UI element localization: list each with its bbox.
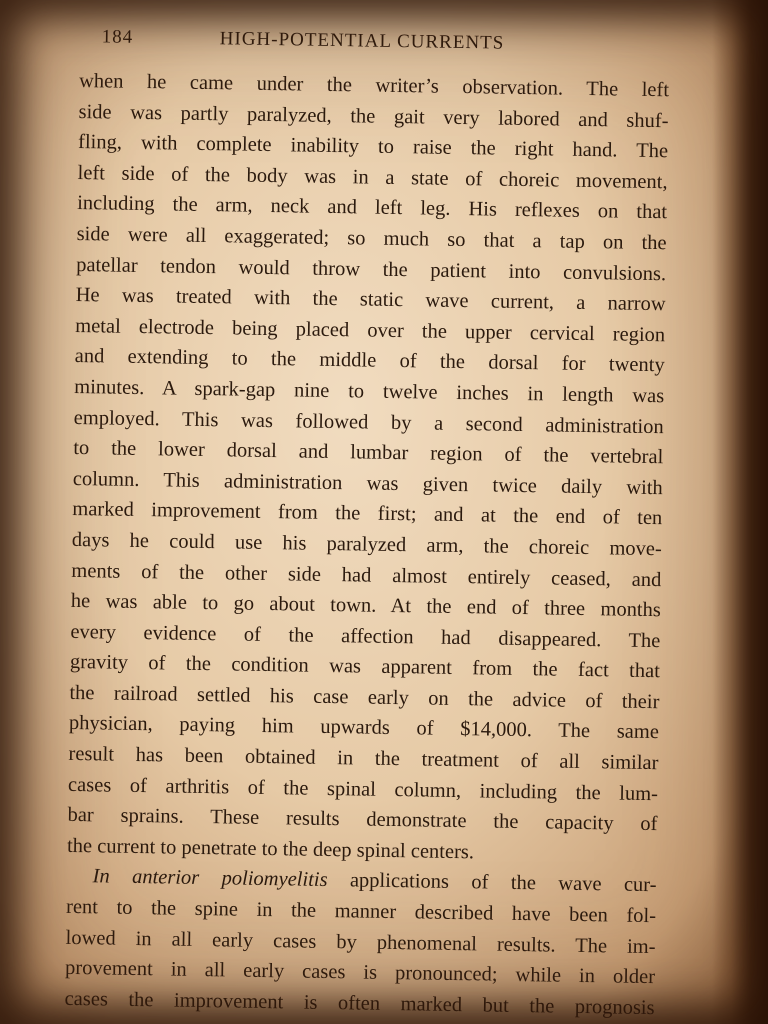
text-line: left side of the body was in a state of choreic movement, — [77, 161, 668, 194]
text-line: bar sprains. These results demonstrate the capacity of — [67, 804, 658, 836]
text-line: metal electrode being placed over the upper cervical region — [75, 314, 666, 346]
text-line: ments of the other side had almost entirely ceased, and — [71, 559, 662, 591]
italic-lead: In anterior poliomyelitis — [92, 865, 328, 892]
text-line: fling, with complete inability to raise the right hand. The — [77, 131, 669, 163]
text-line: days he could use his paralyzed arm, the choreic move- — [71, 528, 662, 561]
book-page — [64, 22, 680, 1024]
text-line: and extending to the middle of the dorsal for twenty — [74, 345, 665, 377]
text-line: he was able to go about town. At the end of three months — [70, 590, 662, 622]
page-header — [79, 22, 679, 65]
text-line: column. This administration was given twice daily with — [72, 467, 663, 499]
text-line: physician, paying him upwards of $14,000. The same — [68, 712, 660, 744]
text-line: result has been obtained in the treatment of all similar — [68, 742, 659, 775]
text-line: to the lower dorsal and lumbar region of the vertebral — [73, 437, 664, 469]
text-line: marked improvement from the first; and at the end of ten — [72, 498, 663, 530]
text-line: rent to the spine in the manner described have been fol- — [65, 895, 657, 928]
text-line: when he came under the writer’s observation. The left — [78, 69, 670, 102]
body-text — [64, 66, 679, 1024]
text-line: gravity of the condition was apparent from the fact that — [69, 651, 661, 683]
text-line: the current to penetrate to the deep spinal centers. — [66, 834, 475, 864]
page-edge-shadow — [712, 0, 768, 1024]
text-line: side were all exaggerated; so much so that a tap on the — [76, 222, 667, 255]
text-line: patellar tendon would throw the patient into convulsions. — [76, 253, 667, 285]
text-line: minutes. A spark-gap nine to twelve inches in length was — [74, 375, 665, 408]
text-line: cases the improvement is often marked but the prognosis — [64, 987, 655, 1019]
text-line: He was treated with the static wave current, a narrow — [75, 284, 666, 316]
text-line: lowed in all early cases by phenomenal results. The im- — [65, 926, 656, 958]
text-line: the railroad settled his case early on the advice of their — [69, 681, 660, 714]
page-number: 184 — [101, 26, 134, 48]
text-line: including the arm, neck and left leg. His reflexes on that — [76, 192, 668, 224]
text-line: provement in all early cases is pronounced; while in older — [64, 957, 656, 989]
text-line: employed. This was followed by a second administration — [73, 406, 664, 438]
text-line: cases of arthritis of the spinal column, including the lum- — [67, 773, 659, 805]
first-line-rest: applications of the wave cur- — [327, 869, 657, 897]
text-line: side was partly paralyzed, the gait very labored and shuf- — [78, 100, 669, 132]
text-line: every evidence of the affection had disappeared. The — [70, 620, 661, 652]
running-head: HIGH-POTENTIAL CURRENTS — [219, 28, 505, 54]
